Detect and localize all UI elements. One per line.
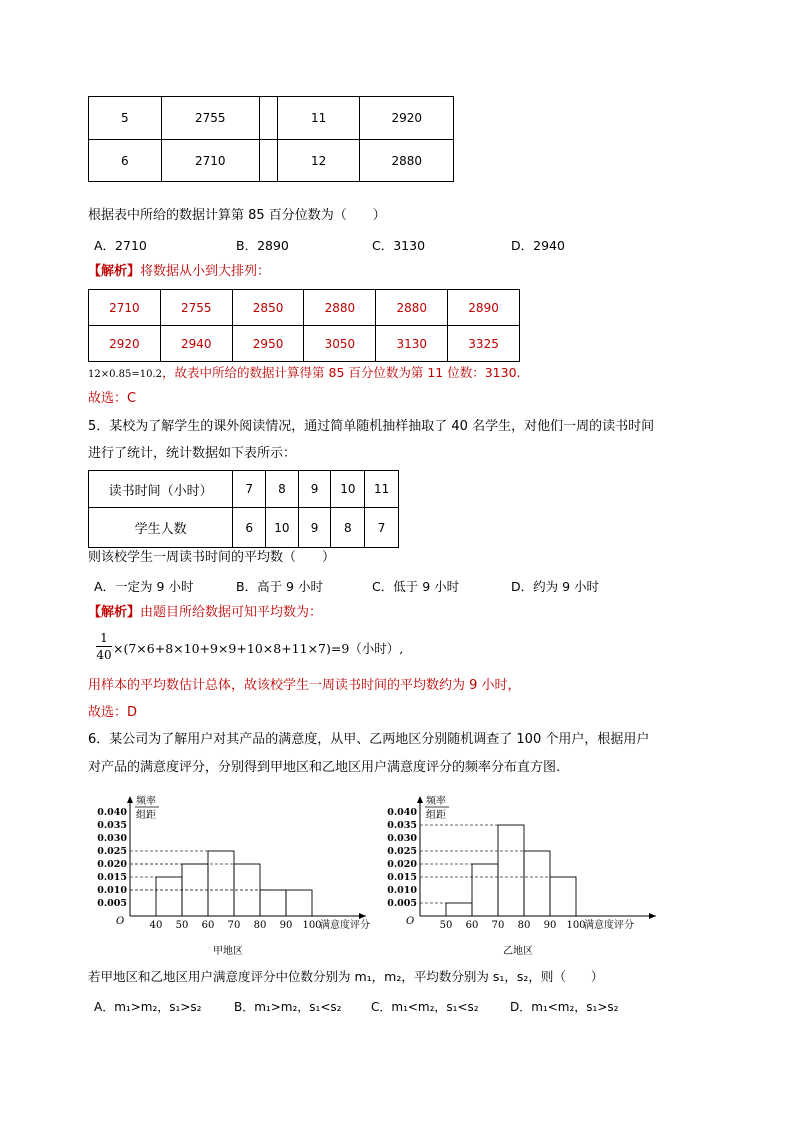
y-tick-label: 0.035 (97, 820, 127, 831)
x-tick-label: 50 (439, 920, 453, 931)
cell: 11 (365, 471, 399, 508)
cell: 8 (331, 508, 365, 548)
cell: 11 (277, 97, 360, 140)
y-tick-label: 0.020 (387, 859, 417, 870)
q6-line1: 6．某公司为了解用户对其产品的满意度，从甲、乙两地区分别随机调查了 100 个用户，根据用户 (88, 732, 650, 747)
x-tick-label: 90 (543, 920, 557, 931)
y-tick-label: 0.015 (97, 872, 127, 883)
histogram-yi (380, 780, 680, 960)
chart-title: 甲地区 (213, 946, 243, 957)
histogram-bar (446, 903, 472, 916)
histogram-bar (286, 890, 312, 916)
q5-option-a: A．一定为 9 小时 (94, 579, 194, 594)
x-axis-arrow (359, 913, 366, 919)
histogram-jia (90, 780, 390, 960)
cell: 3050 (304, 326, 376, 362)
fraction-numerator: 1 (100, 631, 108, 645)
cell: 2880 (360, 140, 454, 182)
x-tick-label: 70 (491, 920, 505, 931)
q5-fraction (96, 630, 112, 663)
cell: 2880 (376, 290, 448, 326)
analysis-text: 由题目所给数据可知平均数为： (140, 605, 323, 620)
cell: 2710 (89, 290, 161, 326)
histogram-bar (550, 877, 576, 916)
analysis-text: 将数据从小到大排列： (140, 264, 271, 279)
histogram-bar (498, 825, 524, 916)
y-tick-label: 0.040 (97, 807, 127, 818)
cell: 2850 (232, 290, 304, 326)
cell: 9 (298, 471, 331, 508)
cell: 3130 (376, 326, 448, 362)
y-tick-label: 0.040 (387, 807, 417, 818)
cell: 7 (233, 471, 266, 508)
q4-conclusion-text: ，故表中所给的数据计算得第 85 百分位数为第 11 位数：3130. (162, 365, 521, 380)
cell: 2890 (448, 290, 520, 326)
cell: 5 (89, 97, 162, 140)
histogram-bar (524, 851, 550, 916)
q4-question: 根据表中所给的数据计算第 85 百分位数为（ ） (88, 208, 386, 223)
cell: 2710 (161, 140, 260, 182)
x-axis-label: 满意度评分 (320, 920, 370, 931)
x-tick-label: 80 (517, 920, 531, 931)
y-label-bottom: 组距 (426, 810, 446, 821)
q6-option-b: B．m₁>m₂，s₁<s₂ (234, 1000, 342, 1014)
fraction-denominator: 40 (96, 648, 112, 662)
q6-option-d: D．m₁<m₂，s₁>s₂ (510, 1000, 619, 1014)
y-tick-label: 0.030 (387, 833, 417, 844)
q4-option-a: A．2710 (94, 238, 147, 253)
x-tick-label: 60 (201, 920, 215, 931)
q6-option-a: A．m₁>m₂，s₁>s₂ (94, 1000, 202, 1014)
y-tick-label: 0.010 (97, 885, 127, 896)
cell: 10 (331, 471, 365, 508)
chart-title: 乙地区 (503, 946, 533, 957)
y-axis-arrow (127, 796, 133, 803)
q5-question: 则该校学生一周读书时间的平均数（ ） (88, 550, 336, 565)
y-tick-label: 0.015 (387, 872, 417, 883)
y-label-top: 频率 (136, 796, 156, 807)
q4-answer: 故选：C (88, 391, 137, 406)
analysis-tag: 【解析】 (88, 264, 141, 279)
histogram-bar (208, 851, 234, 916)
sorted-data-table (88, 289, 520, 362)
q5-formula: ×(7×6+8×10+9×9+10×8+11×7)=9（小时）, (113, 641, 404, 656)
cell: 6 (233, 508, 266, 548)
y-tick-label: 0.030 (97, 833, 127, 844)
histogram-bar (260, 890, 286, 916)
cell: 7 (365, 508, 399, 548)
x-tick-label: 100 (566, 920, 586, 931)
cell: 2755 (161, 97, 260, 140)
y-label-bottom: 组距 (136, 810, 156, 821)
x-axis-arrow (649, 913, 656, 919)
y-tick-label: 0.025 (97, 846, 127, 857)
q4-option-c: C．3130 (372, 238, 426, 253)
q5-line1: 5．某校为了解学生的课外阅读情况，通过简单随机抽样抽取了 40 名学生，对他们一周的读书时间 (88, 419, 655, 434)
q4-analysis (88, 262, 270, 282)
q5-option-d: D．约为 9 小时 (511, 579, 600, 594)
q5-option-c: C．低于 9 小时 (372, 579, 460, 594)
q4-formula: 12×0.85=10.2 (88, 369, 163, 380)
q5-conclusion: 用样本的平均数估计总体，故该校学生一周读书时间的平均数约为 9 小时， (88, 678, 521, 693)
cell (260, 97, 278, 140)
q5-option-b: B．高于 9 小时 (236, 579, 323, 594)
histogram-bar (472, 864, 498, 916)
q4-option-d: D．2940 (511, 238, 565, 253)
x-tick-label: 70 (227, 920, 241, 931)
cell: 2940 (160, 326, 232, 362)
y-tick-label: 0.025 (387, 846, 417, 857)
cell: 6 (89, 140, 162, 182)
x-tick-label: 40 (149, 920, 163, 931)
cell: 10 (266, 508, 299, 548)
cell: 2920 (89, 326, 161, 362)
cell: 9 (298, 508, 331, 548)
q5-reading-table (88, 470, 399, 548)
analysis-tag: 【解析】 (88, 605, 141, 620)
y-label-top: 频率 (426, 796, 446, 807)
cell: 8 (266, 471, 299, 508)
y-tick-label: 0.010 (387, 885, 417, 896)
y-axis-arrow (417, 796, 423, 803)
row-header: 读书时间（小时） (89, 471, 233, 508)
cell: 2950 (232, 326, 304, 362)
row-header: 学生人数 (89, 508, 233, 548)
cell: 2920 (360, 97, 454, 140)
cell: 2880 (304, 290, 376, 326)
y-tick-label: 0.020 (97, 859, 127, 870)
x-tick-label: 60 (465, 920, 479, 931)
cell: 2755 (160, 290, 232, 326)
q6-question: 若甲地区和乙地区用户满意度评分中位数分别为 m₁，m₂，平均数分别为 s₁，s₂，则（ ） (88, 969, 604, 984)
q6-line2: 对产品的满意度评分，分别得到甲地区和乙地区用户满意度评分的频率分布直方图. (88, 760, 561, 775)
origin-label: O (406, 916, 415, 927)
x-tick-label: 100 (302, 920, 322, 931)
y-tick-label: 0.005 (387, 898, 417, 909)
top-data-table (88, 96, 454, 182)
cell (260, 140, 278, 182)
q6-option-c: C．m₁<m₂，s₁<s₂ (371, 1000, 479, 1014)
origin-label: O (116, 916, 125, 927)
q4-conclusion (88, 363, 521, 385)
x-tick-label: 50 (175, 920, 189, 931)
y-tick-label: 0.005 (97, 898, 127, 909)
histogram-bar (156, 877, 182, 916)
y-tick-label: 0.035 (387, 820, 417, 831)
x-axis-label: 满意度评分 (584, 920, 634, 931)
q5-analysis (88, 603, 322, 623)
x-tick-label: 80 (253, 920, 267, 931)
cell: 3325 (448, 326, 520, 362)
q5-answer: 故选：D (88, 705, 138, 720)
cell: 12 (277, 140, 360, 182)
q5-line2: 进行了统计，统计数据如下表所示： (88, 446, 297, 461)
x-tick-label: 90 (279, 920, 293, 931)
q4-option-b: B．2890 (236, 238, 289, 253)
